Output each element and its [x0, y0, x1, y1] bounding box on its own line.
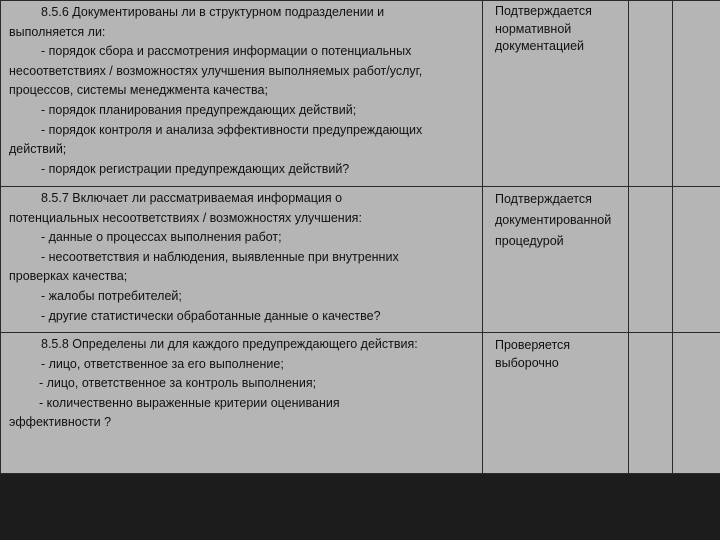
- table-row: [1, 1, 720, 187]
- question-line: процессов, системы менеджмента качества;: [9, 83, 268, 98]
- empty-cell: [673, 187, 720, 333]
- question-line: проверках качества;: [9, 269, 128, 284]
- question-line: - жалобы потребителей;: [41, 288, 182, 303]
- answer-line: Проверяется: [495, 338, 571, 352]
- question-line: потенциальных несоответствиях / возможностях улучшения:: [9, 210, 362, 225]
- table-row: [1, 333, 720, 474]
- answer-line: Подтверждается: [495, 4, 592, 18]
- question-line: - данные о процессах выполнения работ;: [41, 230, 282, 245]
- answer-line: нормативной: [495, 21, 572, 36]
- empty-cell: [629, 1, 673, 187]
- answer-line: документированной: [495, 213, 612, 227]
- question-line: выполняется ли:: [9, 24, 106, 39]
- answer-cell: [483, 1, 629, 187]
- question-line: действий;: [9, 142, 67, 157]
- question-line: - порядок планирования предупреждающих действий;: [41, 102, 357, 117]
- answer-line: Подтверждается: [495, 192, 592, 206]
- answer-cell: [483, 333, 629, 474]
- empty-cell: [673, 1, 720, 187]
- question-line: - порядок сбора и рассмотрения информации о потенциальных: [41, 44, 412, 59]
- question-line: 8.5.6 Документированы ли в структурном подразделении и: [41, 5, 385, 19]
- question-line: - порядок регистрации предупреждающих действий?: [41, 161, 350, 176]
- question-line: - лицо, ответственное за контроль выполнения;: [39, 376, 317, 391]
- question-line: 8.5.7 Включает ли рассматриваемая информация о: [41, 191, 343, 205]
- question-line: - лицо, ответственное за его выполнение;: [41, 356, 284, 371]
- question-line: - порядок контроля и анализа эффективности предупреждающих: [41, 122, 423, 137]
- question-line: эффективности ?: [9, 415, 112, 430]
- question-line: несоответствиях / возможностях улучшения выполняемых работ/услуг,: [9, 63, 423, 78]
- table-row: [1, 187, 720, 333]
- empty-cell: [673, 333, 720, 474]
- question-line: - количественно выраженные критерии оценивания: [39, 395, 340, 410]
- question-line: - другие статистически обработанные данные о качестве?: [41, 308, 381, 323]
- question-cell: [1, 1, 483, 187]
- answer-cell: [483, 187, 629, 333]
- question-line: 8.5.8 Определены ли для каждого предупреждающего действия:: [41, 337, 418, 351]
- question-cell: [1, 187, 483, 333]
- empty-cell: [629, 333, 673, 474]
- answer-line: документацией: [495, 39, 585, 53]
- empty-cell: [629, 187, 673, 333]
- question-cell: [1, 333, 483, 474]
- question-line: - несоответствия и наблюдения, выявленные при внутренних: [41, 249, 399, 264]
- answer-line: выборочно: [495, 355, 559, 370]
- answer-line: процедурой: [495, 234, 564, 248]
